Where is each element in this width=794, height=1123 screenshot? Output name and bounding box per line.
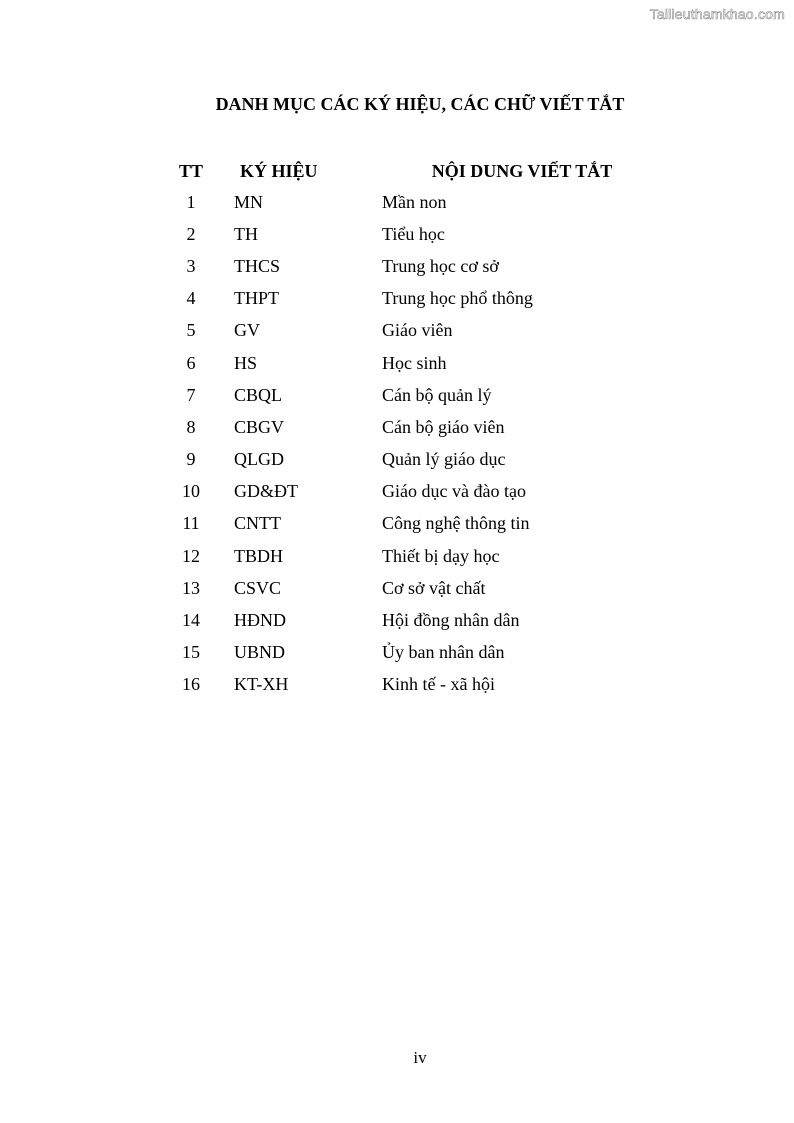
row-symbol: MN <box>234 191 264 212</box>
row-description: Tiểu học <box>382 223 445 244</box>
table-row <box>166 604 662 636</box>
abbreviations-table <box>166 156 662 701</box>
table-row <box>166 476 662 508</box>
row-tt: 12 <box>182 545 200 566</box>
row-description: Quản lý giáo dục <box>382 449 506 470</box>
row-description: Thiết bị dạy học <box>382 545 500 566</box>
row-tt: 16 <box>182 674 200 695</box>
row-symbol: TBDH <box>234 545 283 566</box>
table-header-row <box>166 156 662 186</box>
row-symbol: HS <box>234 352 258 373</box>
table-row <box>166 540 662 572</box>
table-row <box>166 186 662 218</box>
row-tt: 7 <box>186 384 196 405</box>
row-symbol: GD&ĐT <box>234 481 298 502</box>
row-tt: 5 <box>186 320 196 341</box>
row-description: Giáo dục và đào tạo <box>382 481 526 502</box>
row-symbol: HĐND <box>234 610 286 631</box>
table-row <box>166 218 662 250</box>
table-row <box>166 315 662 347</box>
row-description: Cán bộ giáo viên <box>382 416 505 437</box>
row-description: Cơ sở vật chất <box>382 577 486 598</box>
table-row <box>166 669 662 701</box>
row-description: Giáo viên <box>382 320 453 341</box>
row-symbol: QLGD <box>234 449 284 470</box>
row-description: Ủy ban nhân dân <box>382 642 505 663</box>
table-row <box>166 444 662 476</box>
row-tt: 10 <box>182 481 200 502</box>
row-symbol: CNTT <box>234 513 281 534</box>
row-description: Học sinh <box>382 352 447 373</box>
table-row <box>166 637 662 669</box>
row-tt: 2 <box>186 223 196 244</box>
row-tt: 13 <box>182 577 200 598</box>
row-description: Mần non <box>382 191 447 212</box>
row-description: Kinh tế - xã hội <box>382 674 495 695</box>
row-description: Trung học phổ thông <box>382 288 533 309</box>
row-symbol: CBGV <box>234 416 285 437</box>
row-tt: 3 <box>186 255 196 276</box>
row-symbol: TH <box>234 223 258 244</box>
header-tt: TT <box>178 160 203 181</box>
row-tt: 1 <box>186 191 196 212</box>
table-row <box>166 250 662 282</box>
table-row <box>166 283 662 315</box>
row-description: Công nghệ thông tin <box>382 513 530 534</box>
page-title: DANH MỤC CÁC KÝ HIỆU, CÁC CHỮ VIẾT TẮT <box>215 94 625 114</box>
watermark-text: Tailieuthamkhao.com <box>649 6 785 22</box>
row-tt: 11 <box>182 513 200 534</box>
row-symbol: GV <box>234 320 260 341</box>
row-tt: 15 <box>182 642 200 663</box>
table-row <box>166 379 662 411</box>
row-description: Trung học cơ sở <box>382 255 499 276</box>
row-symbol: CBQL <box>234 384 283 405</box>
header-description: NỘI DUNG VIẾT TẮT <box>431 160 613 181</box>
row-symbol: THCS <box>234 255 281 276</box>
table-row <box>166 508 662 540</box>
row-tt: 6 <box>186 352 196 373</box>
row-tt: 4 <box>186 288 196 309</box>
row-tt: 14 <box>182 610 200 631</box>
row-description: Cán bộ quản lý <box>382 384 492 405</box>
row-symbol: THPT <box>234 288 279 309</box>
row-symbol: CSVC <box>234 577 282 598</box>
row-tt: 8 <box>186 416 196 437</box>
row-tt: 9 <box>186 449 196 470</box>
row-description: Hội đồng nhân dân <box>382 610 520 631</box>
page-number: iv <box>413 1048 427 1067</box>
table-row <box>166 411 662 443</box>
header-symbol: KÝ HIỆU <box>240 160 318 181</box>
row-symbol: UBND <box>234 642 286 663</box>
table-row <box>166 572 662 604</box>
table-row <box>166 347 662 379</box>
row-symbol: KT-XH <box>234 674 289 695</box>
